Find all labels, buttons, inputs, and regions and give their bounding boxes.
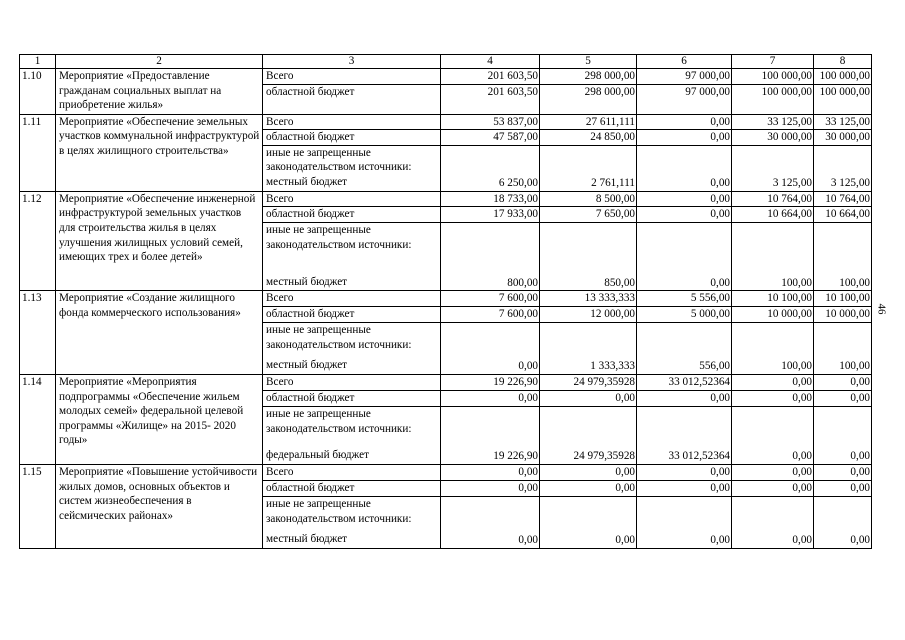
funding-source-sublabel: федеральный бюджет — [266, 449, 369, 462]
funding-source-label: иные не запрещенные законодательством источники: — [266, 224, 412, 251]
amount-cell: 0,00 — [814, 374, 872, 390]
funding-source: областной бюджет — [263, 306, 441, 322]
column-number: 3 — [263, 55, 441, 69]
item-description: Мероприятие «Мероприятия подпрограммы «Обеспечение жильем молодых семей» федеральной целевой программы «Жилище» на 2015- 2020 годы» — [56, 374, 263, 464]
amount-cell: 24 979,35928 — [540, 374, 637, 390]
amount-cell: 0,00 — [814, 496, 872, 548]
amount-cell: 100 000,00 — [814, 84, 872, 114]
item-number: 1.15 — [20, 464, 56, 548]
item-number: 1.14 — [20, 374, 56, 464]
amount-cell: 201 603,50 — [441, 69, 540, 85]
amount-cell: 0,00 — [814, 464, 872, 480]
funding-source — [263, 223, 441, 291]
column-number: 7 — [732, 55, 814, 69]
amount-cell: 33 125,00 — [732, 114, 814, 130]
amount-cell: 0,00 — [637, 390, 732, 406]
table-row — [20, 191, 872, 207]
amount-cell: 33 125,00 — [814, 114, 872, 130]
amount-cell: 100 000,00 — [732, 69, 814, 85]
funding-source-label: иные не запрещенные законодательством источники: — [266, 323, 412, 351]
amount-cell: 6 250,00 — [441, 145, 540, 191]
column-number: 5 — [540, 55, 637, 69]
funding-source — [263, 322, 441, 374]
funding-source — [263, 145, 441, 191]
amount-cell: 0,00 — [441, 322, 540, 374]
funding-source: областной бюджет — [263, 130, 441, 146]
funding-source-sublabel: местный бюджет — [266, 533, 348, 546]
item-number: 1.13 — [20, 291, 56, 375]
column-number-row — [20, 55, 872, 69]
funding-source: Всего — [263, 114, 441, 130]
item-description: Мероприятие «Предоставление гражданам социальных выплат на приобретение жилья» — [56, 69, 263, 115]
amount-cell: 0,00 — [637, 191, 732, 207]
amount-cell: 298 000,00 — [540, 84, 637, 114]
amount-cell: 0,00 — [814, 390, 872, 406]
amount-cell: 100,00 — [814, 223, 872, 291]
table-row — [20, 291, 872, 307]
amount-cell: 3 125,00 — [814, 145, 872, 191]
amount-cell: 10 764,00 — [814, 191, 872, 207]
amount-cell: 0,00 — [732, 374, 814, 390]
amount-cell: 100,00 — [732, 322, 814, 374]
amount-cell: 0,00 — [540, 480, 637, 496]
column-number: 6 — [637, 55, 732, 69]
amount-cell: 100 000,00 — [732, 84, 814, 114]
amount-cell: 0,00 — [441, 480, 540, 496]
table-body — [20, 55, 872, 549]
amount-cell: 13 333,333 — [540, 291, 637, 307]
amount-cell: 10 100,00 — [814, 291, 872, 307]
amount-cell: 298 000,00 — [540, 69, 637, 85]
amount-cell: 19 226,90 — [441, 406, 540, 464]
amount-cell: 10 664,00 — [814, 207, 872, 223]
item-description: Мероприятие «Обеспечение земельных участков коммунальной инфраструктурой в целях жилищного строительства» — [56, 114, 263, 191]
item-description: Мероприятие «Обеспечение инженерной инфраструктурой земельных участков для строительства жилья в целях улучшения жилищных условий семей, имеющих трех и более детей» — [56, 191, 263, 291]
amount-cell: 1 333,333 — [540, 322, 637, 374]
funding-source — [263, 406, 441, 464]
amount-cell: 7 650,00 — [540, 207, 637, 223]
funding-source: областной бюджет — [263, 390, 441, 406]
item-description: Мероприятие «Создание жилищного фонда коммерческого использования» — [56, 291, 263, 375]
amount-cell: 0,00 — [637, 223, 732, 291]
amount-cell: 30 000,00 — [732, 130, 814, 146]
page-number: 46 — [875, 303, 888, 315]
amount-cell: 100,00 — [732, 223, 814, 291]
item-number: 1.12 — [20, 191, 56, 291]
amount-cell: 10 000,00 — [814, 306, 872, 322]
amount-cell: 0,00 — [732, 496, 814, 548]
column-number: 4 — [441, 55, 540, 69]
amount-cell: 12 000,00 — [540, 306, 637, 322]
funding-source — [263, 496, 441, 548]
amount-cell: 27 611,111 — [540, 114, 637, 130]
amount-cell: 800,00 — [441, 223, 540, 291]
funding-source: Всего — [263, 69, 441, 85]
amount-cell: 0,00 — [637, 496, 732, 548]
item-number: 1.11 — [20, 114, 56, 191]
funding-source-sublabel: местный бюджет — [266, 275, 348, 288]
amount-cell: 30 000,00 — [814, 130, 872, 146]
funding-source: Всего — [263, 191, 441, 207]
amount-cell: 0,00 — [732, 480, 814, 496]
table-row — [20, 69, 872, 85]
funding-source: областной бюджет — [263, 480, 441, 496]
amount-cell: 0,00 — [540, 496, 637, 548]
amount-cell: 0,00 — [814, 480, 872, 496]
funding-source-label: иные не запрещенные законодательством источники: — [266, 146, 412, 174]
column-number: 1 — [20, 55, 56, 69]
amount-cell: 33 012,52364 — [637, 374, 732, 390]
amount-cell: 0,00 — [441, 496, 540, 548]
amount-cell: 10 000,00 — [732, 306, 814, 322]
funding-source: Всего — [263, 374, 441, 390]
amount-cell: 97 000,00 — [637, 84, 732, 114]
amount-cell: 53 837,00 — [441, 114, 540, 130]
amount-cell: 850,00 — [540, 223, 637, 291]
amount-cell: 0,00 — [441, 464, 540, 480]
amount-cell: 5 556,00 — [637, 291, 732, 307]
amount-cell: 3 125,00 — [732, 145, 814, 191]
funding-source-label: иные не запрещенные законодательством источники: — [266, 497, 412, 525]
amount-cell: 7 600,00 — [441, 291, 540, 307]
funding-source-label: иные не запрещенные законодательством источники: — [266, 407, 412, 435]
table-row — [20, 114, 872, 130]
amount-cell: 100 000,00 — [814, 69, 872, 85]
amount-cell: 97 000,00 — [637, 69, 732, 85]
amount-cell: 0,00 — [637, 130, 732, 146]
amount-cell: 47 587,00 — [441, 130, 540, 146]
amount-cell: 24 979,35928 — [540, 406, 637, 464]
funding-source: областной бюджет — [263, 207, 441, 223]
amount-cell: 0,00 — [540, 464, 637, 480]
amount-cell: 10 764,00 — [732, 191, 814, 207]
amount-cell: 0,00 — [732, 464, 814, 480]
amount-cell: 0,00 — [637, 145, 732, 191]
amount-cell: 18 733,00 — [441, 191, 540, 207]
amount-cell: 0,00 — [732, 390, 814, 406]
amount-cell: 556,00 — [637, 322, 732, 374]
amount-cell: 24 850,00 — [540, 130, 637, 146]
amount-cell: 0,00 — [637, 464, 732, 480]
amount-cell: 0,00 — [637, 480, 732, 496]
amount-cell: 19 226,90 — [441, 374, 540, 390]
item-description: Мероприятие «Повышение устойчивости жилых домов, основных объектов и систем жизнеобеспечения в сейсмических районах» — [56, 464, 263, 548]
funding-source: Всего — [263, 291, 441, 307]
amount-cell: 0,00 — [637, 207, 732, 223]
amount-cell: 17 933,00 — [441, 207, 540, 223]
amount-cell: 5 000,00 — [637, 306, 732, 322]
amount-cell: 2 761,111 — [540, 145, 637, 191]
amount-cell: 33 012,52364 — [637, 406, 732, 464]
amount-cell: 0,00 — [814, 406, 872, 464]
amount-cell: 0,00 — [732, 406, 814, 464]
amount-cell: 0,00 — [441, 390, 540, 406]
amount-cell: 10 664,00 — [732, 207, 814, 223]
table-row — [20, 464, 872, 480]
amount-cell: 10 100,00 — [732, 291, 814, 307]
funding-source-sublabel: местный бюджет — [266, 359, 348, 372]
funding-source-sublabel: местный бюджет — [266, 175, 348, 188]
amount-cell: 7 600,00 — [441, 306, 540, 322]
funding-source: Всего — [263, 464, 441, 480]
amount-cell: 0,00 — [637, 114, 732, 130]
item-number: 1.10 — [20, 69, 56, 115]
column-number: 2 — [56, 55, 263, 69]
budget-table — [19, 54, 872, 549]
amount-cell: 100,00 — [814, 322, 872, 374]
funding-source: областной бюджет — [263, 84, 441, 114]
table-row — [20, 374, 872, 390]
column-number: 8 — [814, 55, 872, 69]
amount-cell: 8 500,00 — [540, 191, 637, 207]
amount-cell: 201 603,50 — [441, 84, 540, 114]
amount-cell: 0,00 — [540, 390, 637, 406]
